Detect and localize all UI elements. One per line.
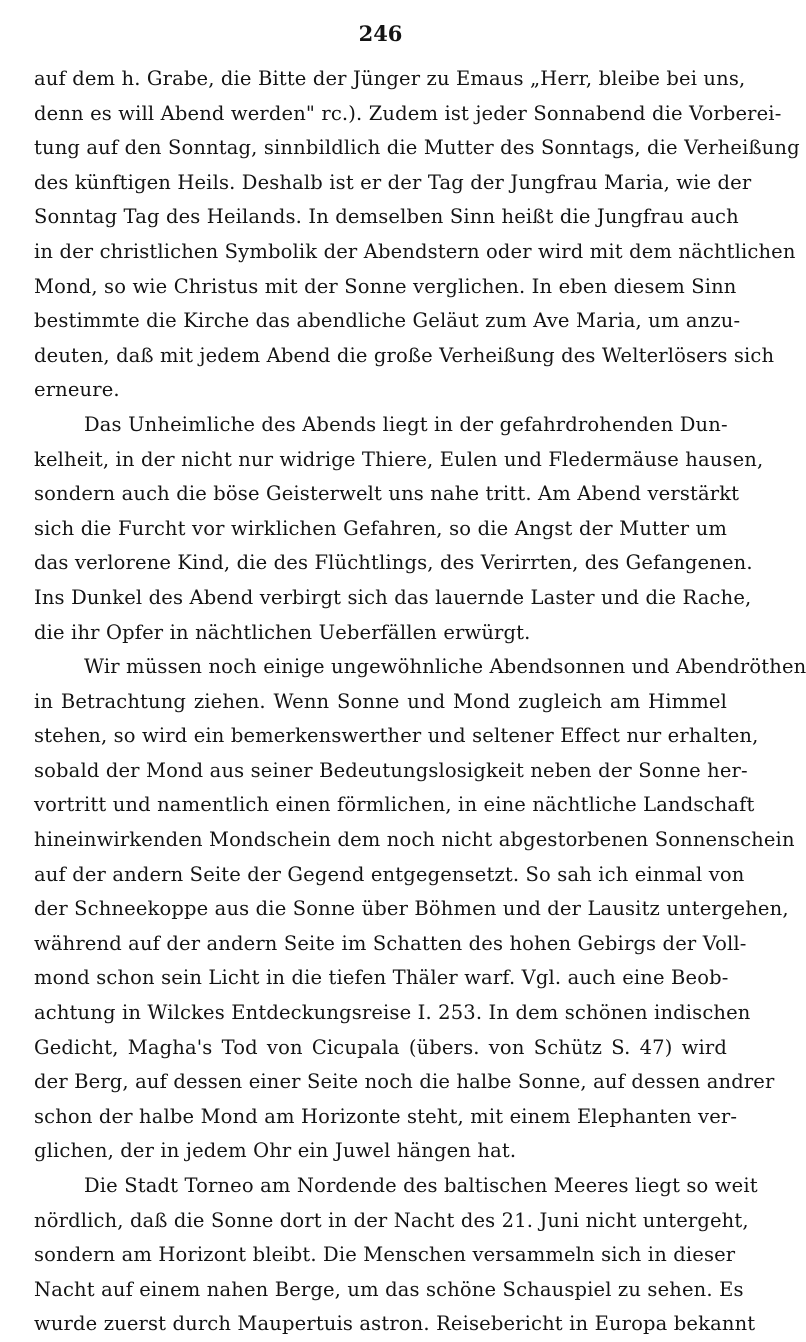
- paragraph: [34, 62, 800, 408]
- text-line: die ihr Opfer in nächtlichen Ueberfällen erwürgt.: [34, 620, 531, 644]
- text-line: während auf der andern Seite im Schatten des hohen Gebirgs der Voll-: [34, 931, 747, 955]
- text-line: mond schon sein Licht in die tiefen Thäler warf. Vgl. auch eine Beob-: [34, 966, 729, 990]
- text-line: tung auf den Sonntag, sinnbildlich die Mutter des Sonntags, die Verheißung: [34, 136, 800, 160]
- text-line: Ins Dunkel des Abend verbirgt sich das lauernde Laster und die Rache,: [34, 585, 752, 609]
- text-line: sobald der Mond aus seiner Bedeutungslosigkeit neben der Sonne her-: [34, 758, 748, 782]
- text-line: in der christlichen Symbolik der Abendstern oder wird mit dem nächtlichen: [34, 239, 796, 263]
- body-text: [34, 62, 806, 1342]
- paragraph: [34, 1169, 758, 1342]
- text-line: sich die Furcht vor wirklichen Gefahren, so die Angst der Mutter um: [34, 516, 727, 540]
- text-line: Die Stadt Torneo am Nordende des baltischen Meeres liegt so weit: [84, 1174, 758, 1197]
- text-line: bestimmte die Kirche das abendliche Geläut zum Ave Maria, um anzu-: [34, 309, 741, 333]
- text-line: wurde zuerst durch Maupertuis astron. Reisebericht in Europa bekannt: [34, 1312, 756, 1336]
- text-line: auf dem h. Grabe, die Bitte der Jünger zu Emaus „Herr, bleibe bei uns,: [34, 67, 746, 90]
- text-line: achtung in Wilckes Entdeckungsreise I. 253. In dem schönen indischen: [34, 1001, 751, 1025]
- text-line: in Betrachtung ziehen. Wenn Sonne und Mond zugleich am Himmel: [34, 689, 727, 713]
- text-line: denn es will Abend werden" rc.). Zudem ist jeder Sonnabend die Vorberei-: [34, 101, 782, 125]
- text-line: vortritt und namentlich einen förmlichen, in eine nächtliche Landschaft: [34, 793, 755, 817]
- text-line: hineinwirkenden Mondschein dem noch nicht abgestorbenen Sonnenschein: [34, 828, 795, 852]
- text-line: Mond, so wie Christus mit der Sonne verglichen. In eben diesem Sinn: [34, 274, 737, 298]
- text-line: stehen, so wird ein bemerkenswerther und seltener Effect nur erhalten,: [34, 724, 759, 748]
- text-line: schon der halbe Mond am Horizonte steht, mit einem Elephanten ver-: [34, 1104, 738, 1128]
- text-line: das verlorene Kind, die des Flüchtlings, des Verirrten, des Gefangenen.: [34, 551, 753, 575]
- text-line: Gedicht, Magha's Tod von Cicupala (übers. von Schütz S. 47) wird: [34, 1035, 727, 1059]
- text-line: deuten, daß mit jedem Abend die große Verheißung des Welterlösers sich: [34, 343, 775, 367]
- text-line: der Berg, auf dessen einer Seite noch die halbe Sonne, auf dessen andrer: [34, 1070, 775, 1094]
- text-line: sondern auch die böse Geisterwelt uns nahe tritt. Am Abend verstärkt: [34, 482, 740, 506]
- paragraph: [34, 650, 806, 1169]
- text-line: der Schneekoppe aus die Sonne über Böhmen und der Lausitz untergehen,: [34, 897, 789, 921]
- text-line: kelheit, in der nicht nur widrige Thiere, Eulen und Fledermäuse hausen,: [34, 447, 764, 471]
- text-line: Das Unheimliche des Abends liegt in der gefahrdrohenden Dun-: [84, 412, 728, 436]
- text-line: Wir müssen noch einige ungewöhnliche Abendsonnen und Abendröthen: [84, 655, 806, 679]
- text-line: Nacht auf einem nahen Berge, um das schöne Schauspiel zu sehen. Es: [34, 1277, 744, 1301]
- text-line: sondern am Horizont bleibt. Die Menschen versammeln sich in dieser: [34, 1243, 736, 1267]
- text-line: des künftigen Heils. Deshalb ist er der Tag der Jungfrau Maria, wie der: [34, 170, 752, 194]
- text-line: Sonntag Tag des Heilands. In demselben Sinn heißt die Jungfrau auch: [34, 205, 739, 229]
- page-number: 246: [358, 21, 403, 46]
- text-line: nördlich, daß die Sonne dort in der Nacht des 21. Juni nicht untergeht,: [34, 1208, 749, 1232]
- text-line: glichen, der in jedem Ohr ein Juwel hängen hat.: [34, 1139, 517, 1163]
- text-line: auf der andern Seite der Gegend entgegensetzt. So sah ich einmal von: [34, 862, 745, 886]
- text-line: erneure.: [34, 378, 120, 402]
- paragraph: [34, 408, 764, 650]
